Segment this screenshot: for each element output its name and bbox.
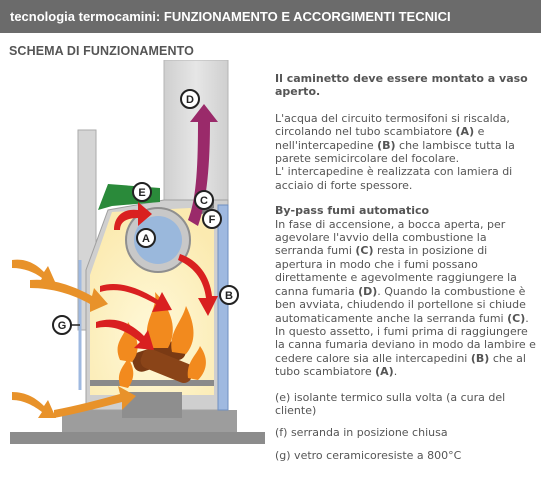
label-e-text: E xyxy=(138,187,146,199)
grate xyxy=(90,380,214,386)
header-prefix: tecnologia termocamini: xyxy=(10,9,164,24)
paragraph-bypass: In fase di accensione, a bocca aperta, per agevolare l'avvio della combustione la serranda fumi (C) resta in posizione di apertura in modo che i fumi possano direttamente e agevolmente raggiungere la canna fumaria (D). Quando la combustione è ben avviata, chiudendo il portellone si chiude automaticamente anche la serranda fumi (C). In questo assetto, i fumi prima di raggiungere la canna fumaria deviano in modo da lambire e cedere calore sia alle intercapedini (B) che al tubo scambiatore (A). xyxy=(275,217,536,379)
note-e: (e) isolante termico sulla volta (a cura del cliente) xyxy=(275,390,506,417)
floor xyxy=(10,432,265,444)
label-e xyxy=(133,183,151,201)
label-b xyxy=(220,286,238,304)
label-f-text: F xyxy=(208,214,216,226)
label-d-text: D xyxy=(186,94,194,106)
label-g-text: G xyxy=(57,320,67,332)
label-f xyxy=(203,210,221,228)
bypass-title: By-pass fumi automatico xyxy=(275,204,430,218)
fireplace-diagram xyxy=(0,60,270,450)
label-c xyxy=(195,191,213,209)
label-c-text: C xyxy=(200,195,208,207)
water-jacket xyxy=(218,205,228,410)
air-inlet-arrow xyxy=(12,392,56,418)
label-a-text: A xyxy=(142,233,150,245)
note-g: (g) vetro ceramicoresiste a 800°C xyxy=(275,448,462,462)
section-title: SCHEMA DI FUNZIONAMENTO xyxy=(9,44,194,58)
header-title: FUNZIONAMENTO E ACCORGIMENTI TECNICI xyxy=(163,9,451,24)
paragraph-water-circuit: L'acqua del circuito termosifoni si riscalda, circolando nel tubo scambiatore (A) e nell'intercapedine (B) che lambisce tutta la parete semicircolare del focolare. L' intercapedine è realizzata con lamiera di acciaio di forte spessore. xyxy=(275,111,515,192)
note-f: (f) serranda in posizione chiusa xyxy=(275,426,448,440)
label-a xyxy=(137,229,155,247)
intro-text: Il caminetto deve essere montato a vaso aperto. xyxy=(275,72,528,99)
page-header xyxy=(0,0,541,33)
description-column xyxy=(275,72,537,462)
label-d xyxy=(181,90,199,108)
label-g xyxy=(53,316,71,334)
label-b-text: B xyxy=(225,290,233,302)
